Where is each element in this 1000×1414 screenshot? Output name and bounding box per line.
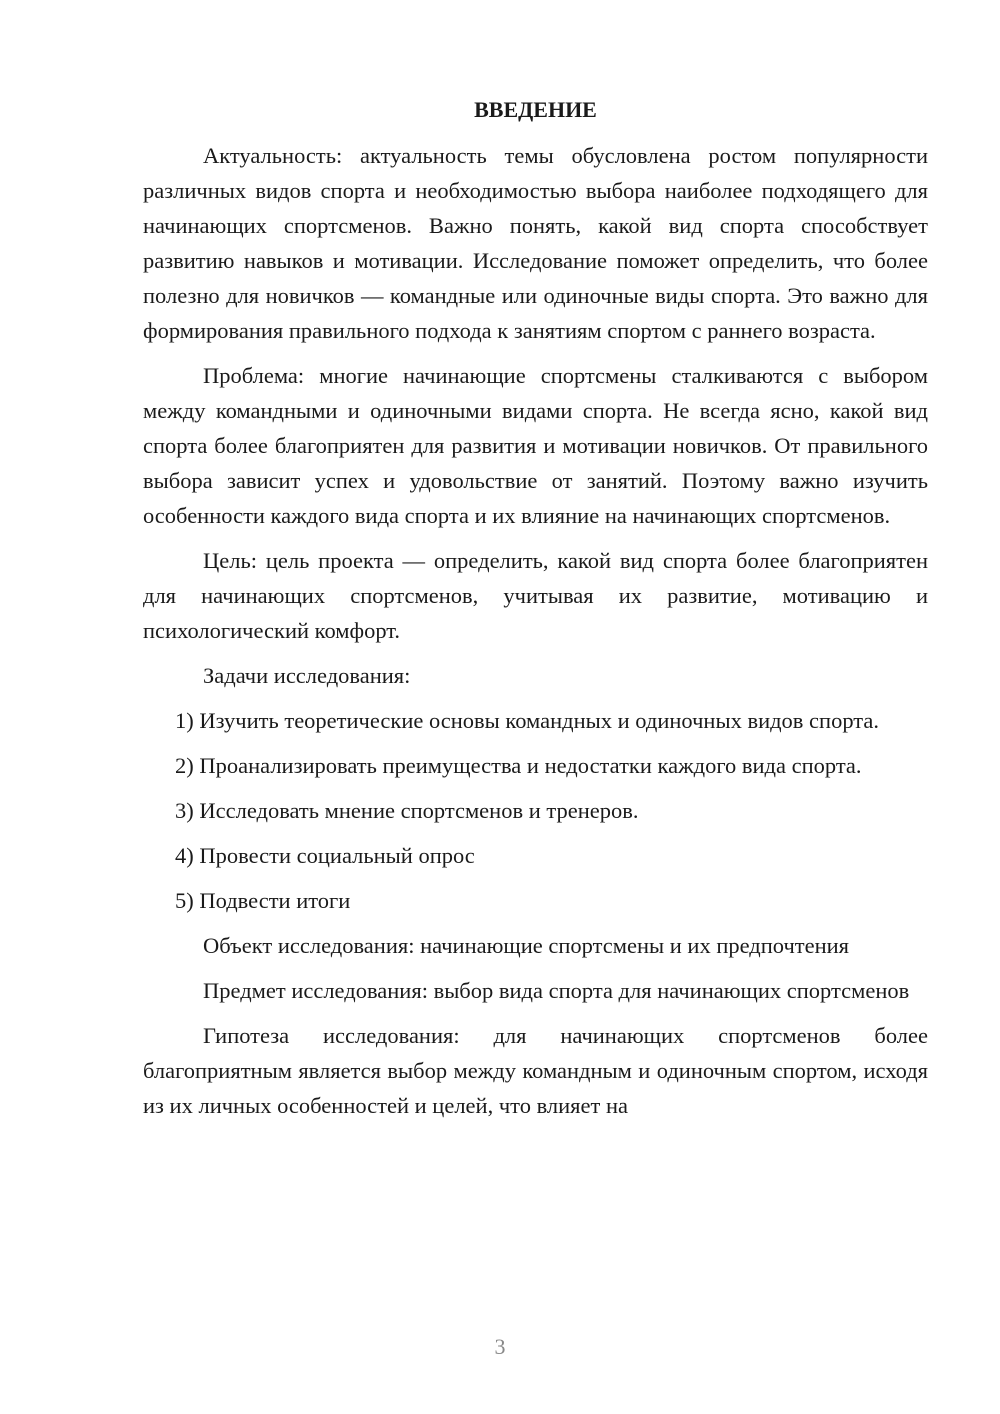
relevance-paragraph: Актуальность: актуальность темы обусловлена ростом популярности различных видов спорта и необходимостью выбора наиболее подходящего для начинающих спортсменов. Важно понять, какой вид спорта способствует развитию навыков и мотивации. Исследование поможет определить, что более полезно для новичков — командные или одиночные виды спорта. Это важно для формирования правильного подхода к занятиям спортом с раннего возраста. xyxy=(143,143,928,343)
problem-paragraph: Проблема: многие начинающие спортсмены сталкиваются с выбором между командными и одиночными видами спорта. Не всегда ясно, какой вид спорта более благоприятен для развития и мотивации новичков. От правильного выбора зависит успех и удовольствие от занятий. Поэтому важно изучить особенности каждого вида спорта и их влияние на начинающих спортсменов. xyxy=(143,363,928,528)
research-subject-paragraph: Предмет исследования: выбор вида спорта для начинающих спортсменов xyxy=(203,978,910,1003)
document-page xyxy=(143,92,928,1133)
page-number: 3 xyxy=(494,1334,506,1359)
research-object-paragraph: Объект исследования: начинающие спортсмены и их предпочтения xyxy=(203,933,850,958)
task-item: 3) Исследовать мнение спортсменов и тренеров. xyxy=(175,798,639,823)
task-item: 4) Провести социальный опрос xyxy=(175,843,475,868)
task-item: 1) Изучить теоретические основы командных и одиночных видов спорта. xyxy=(175,708,880,733)
section-title: ВВЕДЕНИЕ xyxy=(474,97,597,122)
task-item: 5) Подвести итоги xyxy=(175,888,351,913)
tasks-heading: Задачи исследования: xyxy=(203,663,411,688)
hypothesis-paragraph: Гипотеза исследования: для начинающих спортсменов более благоприятным является выбор между командным и одиночным спортом, исходя из их личных особенностей и целей, что влияет на xyxy=(143,1023,928,1118)
task-item: 2) Проанализировать преимущества и недостатки каждого вида спорта. xyxy=(175,753,862,778)
goal-paragraph: Цель: цель проекта — определить, какой вид спорта более благоприятен для начинающих спортсменов, учитывая их развитие, мотивацию и психологический комфорт. xyxy=(143,548,928,643)
